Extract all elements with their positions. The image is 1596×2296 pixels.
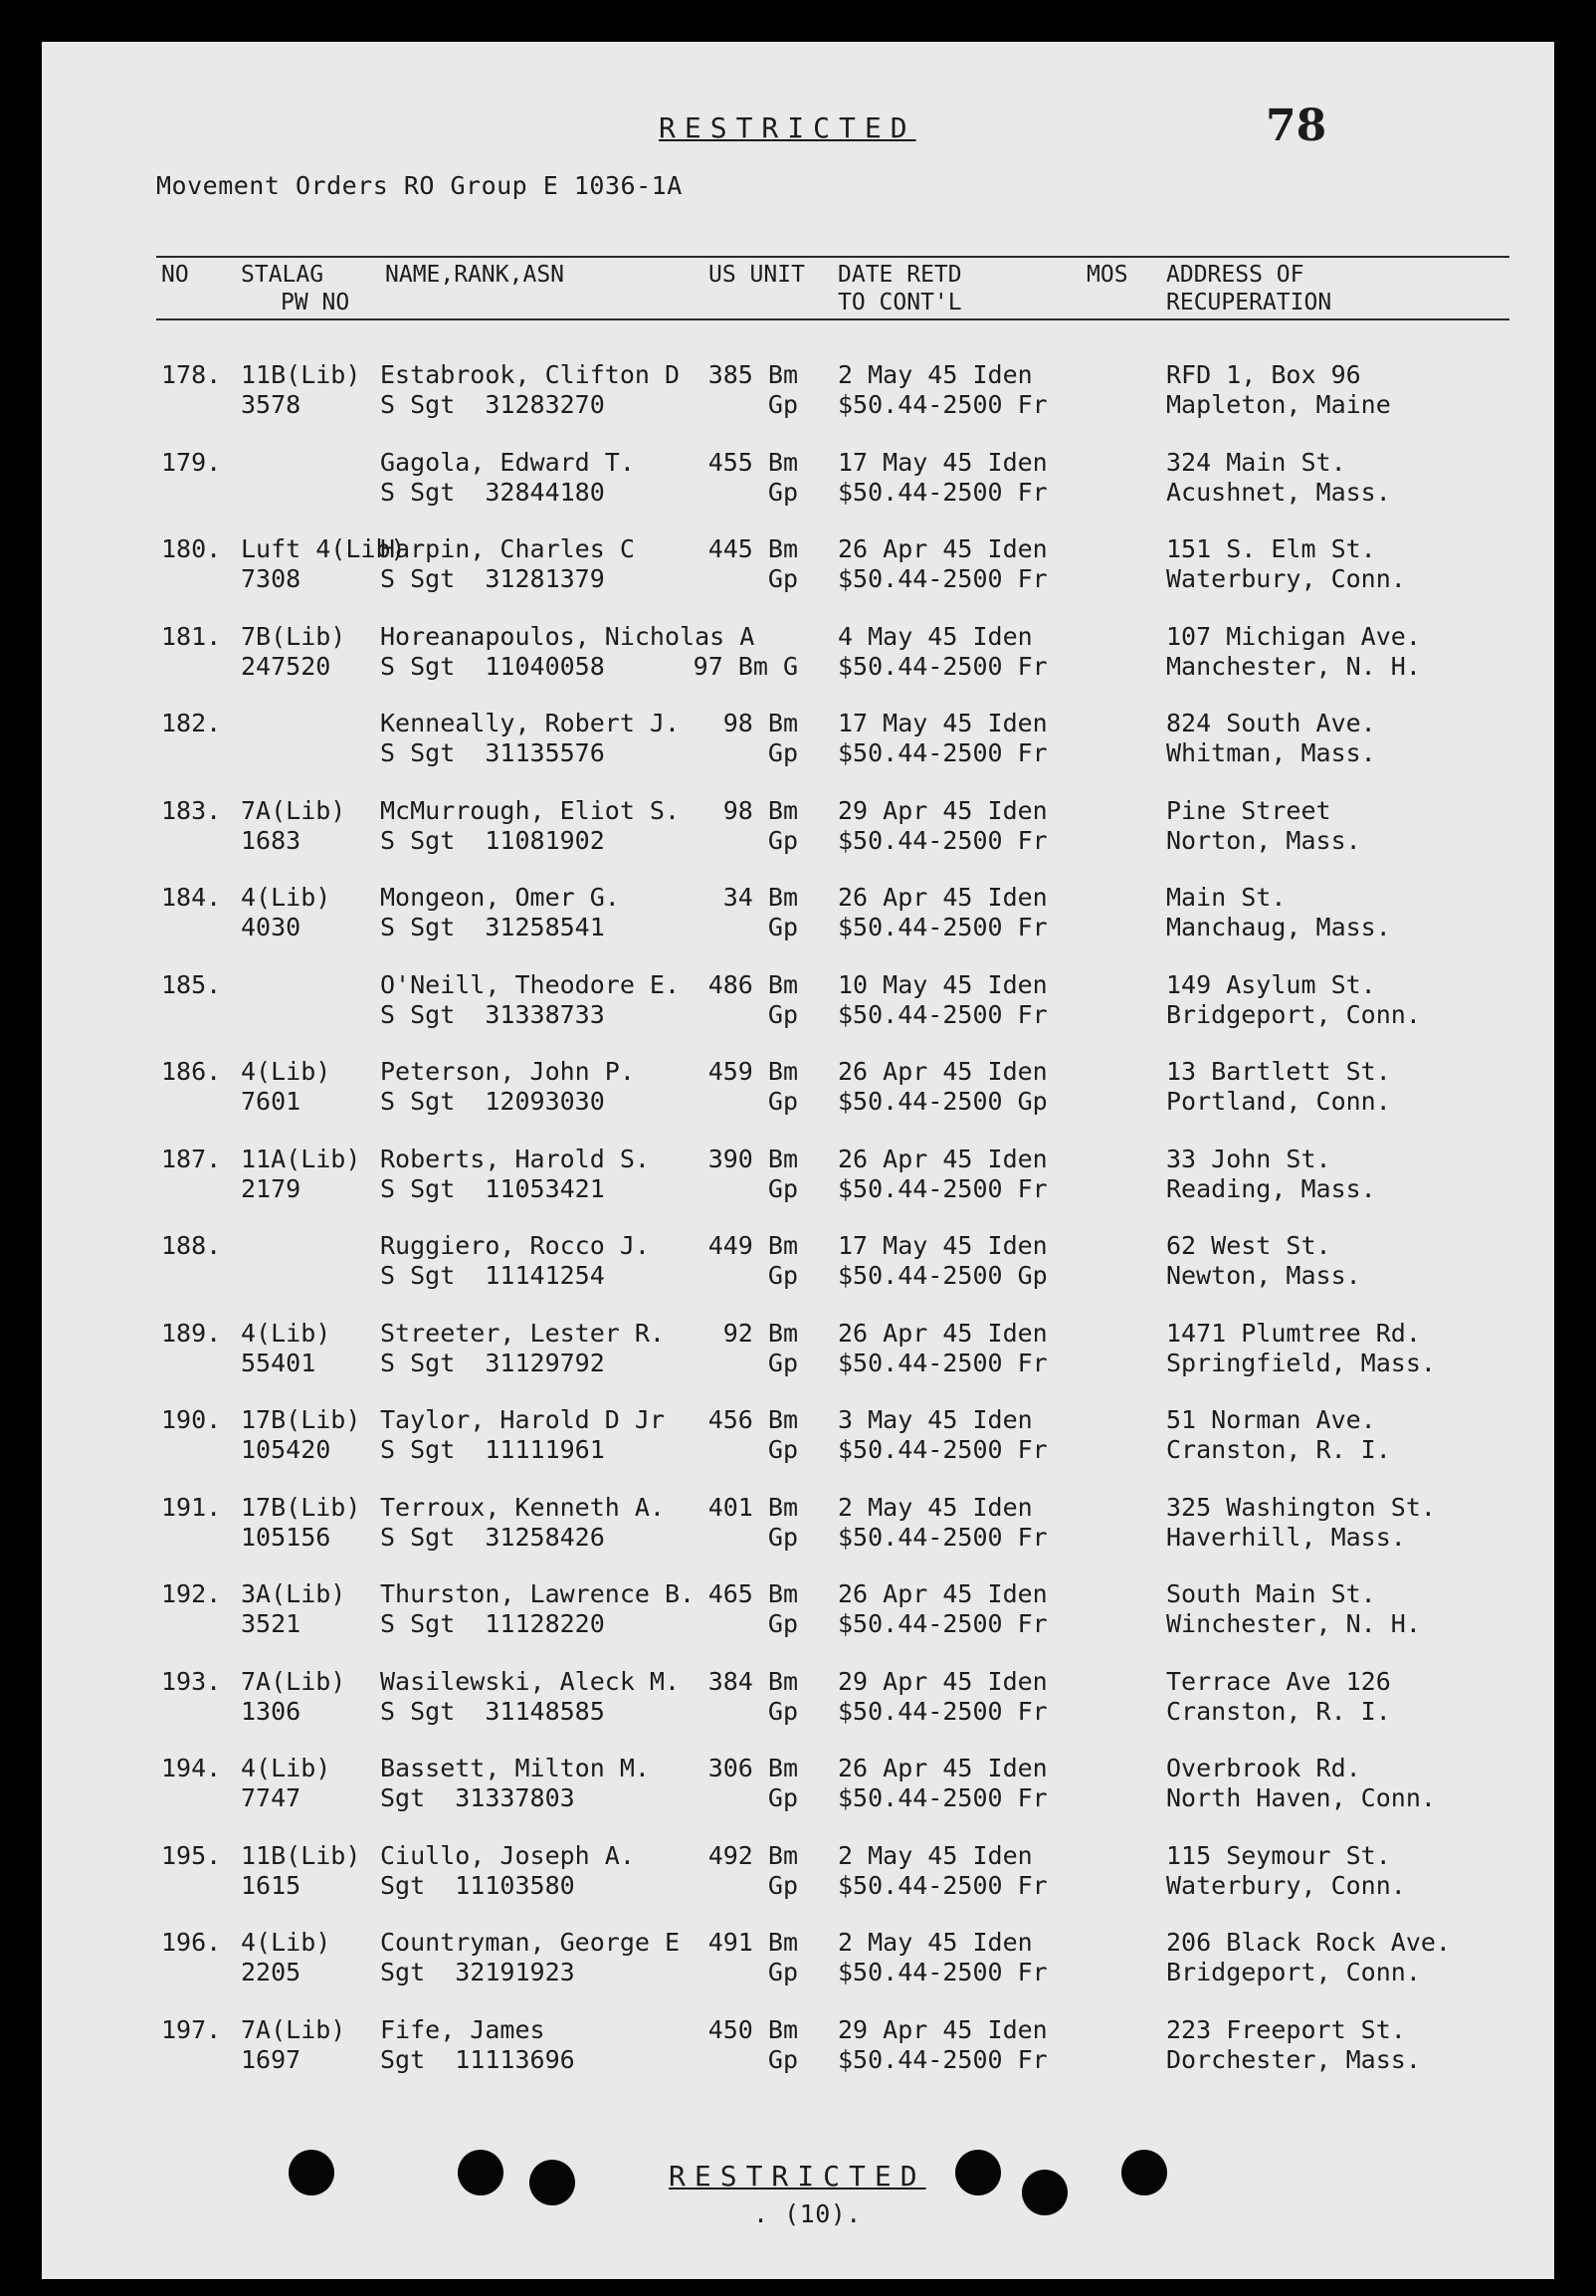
name: McMurrough, Eliot S.	[380, 795, 681, 825]
address-line1: 107 Michigan Ave.	[1166, 621, 1421, 651]
address-line1: 149 Asylum St.	[1166, 969, 1376, 999]
pw-number: 7308	[241, 564, 301, 593]
rank-asn: Sgt 31337803	[380, 1783, 575, 1812]
name: O'Neill, Theodore E.	[380, 969, 681, 999]
unit: 98 Bm	[722, 795, 798, 825]
address-line1: RFD 1, Box 96	[1166, 360, 1361, 389]
unit-line2: Gp	[767, 738, 798, 767]
row-number: 195.	[161, 1840, 222, 1870]
address-line1: 1471 Plumtree Rd.	[1166, 1318, 1421, 1348]
pw-number: 1306	[241, 1696, 301, 1726]
table-row	[42, 534, 1554, 594]
payment: $50.44-2500 Fr	[838, 825, 1048, 855]
unit-line2: Gp	[767, 2044, 798, 2074]
unit-line2: Gp	[767, 1261, 798, 1290]
row-number: 183.	[161, 795, 222, 825]
table-row	[42, 1841, 1554, 1901]
address-line1: 824 South Ave.	[1166, 709, 1376, 737]
payment: $50.44-2500 Fr	[838, 1173, 1048, 1203]
pw-number: 2205	[241, 1958, 301, 1986]
row-number: 193.	[161, 1666, 222, 1696]
address-line1: 62 West St.	[1166, 1231, 1331, 1260]
row-number: 186.	[161, 1057, 222, 1086]
unit-line2: Gp	[767, 1783, 798, 1812]
unit: 491 Bm	[707, 1928, 798, 1957]
address-line2: Norton, Mass.	[1166, 825, 1361, 855]
col-stalag: STALAG	[241, 262, 324, 288]
address-line1: Main St.	[1166, 883, 1287, 912]
name: Countryman, George E	[380, 1928, 681, 1957]
address-line1: Terrace Ave 126	[1166, 1666, 1391, 1696]
rank-asn: S Sgt 11081902	[380, 825, 605, 855]
row-number: 190.	[161, 1405, 222, 1434]
unit-line2: Gp	[767, 1522, 798, 1552]
row-number: 197.	[161, 2014, 222, 2044]
table-row	[42, 1057, 1554, 1117]
payment: $50.44-2500 Fr	[838, 477, 1048, 507]
row-number: 194.	[161, 1754, 222, 1782]
stalag: 7A(Lib)	[241, 2014, 346, 2044]
date-returned: 26 Apr 45 Iden	[838, 1318, 1048, 1348]
col-no: NO	[161, 262, 189, 288]
rank-asn: S Sgt 31338733	[380, 999, 605, 1029]
row-number: 192.	[161, 1579, 222, 1608]
date-returned: 29 Apr 45 Iden	[838, 1666, 1048, 1696]
row-number: 181.	[161, 621, 222, 651]
name: Harpin, Charles C	[380, 534, 635, 563]
unit: 486 Bm	[707, 969, 798, 999]
row-number: 189.	[161, 1318, 222, 1348]
rank-asn: S Sgt 12093030	[380, 1087, 605, 1116]
col-recuperation: RECUPERATION	[1166, 290, 1332, 315]
movement-orders-title: Movement Orders RO Group E 1036-1A	[156, 171, 683, 200]
rank-asn: S Sgt 11128220	[380, 1609, 605, 1638]
table-row	[42, 360, 1554, 420]
address-line2: Winchester, N. H.	[1166, 1609, 1421, 1638]
table-row	[42, 1493, 1554, 1553]
address-line2: Manchester, N. H.	[1166, 651, 1421, 681]
address-line2: Newton, Mass.	[1166, 1261, 1361, 1290]
punch-hole	[1022, 2170, 1068, 2215]
rank-asn: S Sgt 31281379	[380, 564, 605, 593]
punch-hole	[458, 2150, 503, 2195]
rank-asn: Sgt 11103580	[380, 1870, 575, 1900]
unit-line2: Gp	[767, 564, 798, 593]
address-line1: 13 Bartlett St.	[1166, 1057, 1391, 1086]
table-row	[42, 796, 1554, 856]
date-returned: 4 May 45 Iden	[838, 621, 1033, 651]
unit: 401 Bm	[707, 1492, 798, 1522]
address-line2: Mapleton, Maine	[1166, 390, 1391, 419]
row-number: 188.	[161, 1231, 222, 1260]
payment: $50.44-2500 Fr	[838, 1522, 1048, 1552]
address-line2: Waterbury, Conn.	[1166, 564, 1406, 593]
date-returned: 26 Apr 45 Iden	[838, 1579, 1048, 1608]
punch-hole	[529, 2160, 575, 2205]
table-row	[42, 1319, 1554, 1378]
table-row	[42, 448, 1554, 508]
date-returned: 29 Apr 45 Iden	[838, 2014, 1048, 2044]
pw-number: 1615	[241, 1870, 301, 1900]
table-top-rule	[156, 256, 1509, 258]
stalag: 11A(Lib)	[241, 1144, 361, 1173]
row-number: 178.	[161, 360, 222, 389]
rank-asn: S Sgt 32844180	[380, 477, 605, 507]
rank-asn: S Sgt 31283270	[380, 390, 605, 419]
rank-asn: S Sgt 31258541	[380, 913, 605, 941]
payment: $50.44-2500 Fr	[838, 1348, 1048, 1377]
payment: $50.44-2500 Fr	[838, 390, 1048, 419]
date-returned: 29 Apr 45 Iden	[838, 795, 1048, 825]
unit-line2: Gp	[767, 1435, 798, 1464]
pw-number: 2179	[241, 1173, 301, 1203]
name: Horeanapoulos, Nicholas A	[380, 621, 755, 651]
table-row	[42, 709, 1554, 768]
unit-line2: Gp	[767, 1696, 798, 1726]
unit-line2: 97 Bm G	[693, 651, 798, 681]
payment: $50.44-2500 Fr	[838, 1696, 1048, 1726]
row-number: 182.	[161, 709, 222, 737]
address-line2: Reading, Mass.	[1166, 1173, 1376, 1203]
payment: $50.44-2500 Fr	[838, 738, 1048, 767]
unit: 449 Bm	[707, 1231, 798, 1260]
pw-number: 1683	[241, 825, 301, 855]
address-line2: Cranston, R. I.	[1166, 1696, 1391, 1726]
date-returned: 3 May 45 Iden	[838, 1405, 1033, 1434]
name: Wasilewski, Aleck M.	[380, 1666, 681, 1696]
unit: 456 Bm	[707, 1405, 798, 1434]
unit: 384 Bm	[707, 1666, 798, 1696]
col-mos: MOS	[1087, 262, 1128, 288]
payment: $50.44-2500 Fr	[838, 999, 1048, 1029]
payment: $50.44-2500 Fr	[838, 1783, 1048, 1812]
restricted-header: RESTRICTED	[659, 111, 916, 144]
unit-line2: Gp	[767, 1958, 798, 1986]
date-returned: 17 May 45 Iden	[838, 709, 1048, 737]
pw-number: 105156	[241, 1522, 331, 1552]
unit-line2: Gp	[767, 1087, 798, 1116]
document-page	[42, 42, 1554, 2279]
unit-line2: Gp	[767, 477, 798, 507]
unit: 465 Bm	[707, 1579, 798, 1608]
row-number: 185.	[161, 969, 222, 999]
stalag: 4(Lib)	[241, 1928, 331, 1957]
restricted-footer: RESTRICTED	[669, 2160, 926, 2192]
rank-asn: Sgt 11113696	[380, 2044, 575, 2074]
unit-line2: Gp	[767, 999, 798, 1029]
rank-asn: S Sgt 31258426	[380, 1522, 605, 1552]
pw-number: 3521	[241, 1609, 301, 1638]
address-line1: Pine Street	[1166, 795, 1331, 825]
payment: $50.44-2500 Fr	[838, 913, 1048, 941]
payment: $50.44-2500 Gp	[838, 1261, 1048, 1290]
unit-line2: Gp	[767, 1609, 798, 1638]
stalag: 7B(Lib)	[241, 621, 346, 651]
pw-number: 7601	[241, 1087, 301, 1116]
pw-number: 1697	[241, 2044, 301, 2074]
pw-number: 247520	[241, 651, 331, 681]
address-line1: 33 John St.	[1166, 1144, 1331, 1173]
stalag: 7A(Lib)	[241, 1666, 346, 1696]
row-number: 179.	[161, 447, 222, 477]
unit: 306 Bm	[707, 1754, 798, 1782]
rank-asn: S Sgt 31148585	[380, 1696, 605, 1726]
address-line1: 324 Main St.	[1166, 447, 1346, 477]
stalag: 11B(Lib)	[241, 1840, 361, 1870]
footer-page-number: . (10).	[753, 2199, 862, 2228]
address-line2: North Haven, Conn.	[1166, 1783, 1436, 1812]
name: Terroux, Kenneth A.	[380, 1492, 665, 1522]
col-date: DATE RETD	[838, 262, 962, 288]
table-row	[42, 1405, 1554, 1465]
name: Mongeon, Omer G.	[380, 883, 620, 912]
name: Estabrook, Clifton D	[380, 360, 681, 389]
row-number: 187.	[161, 1144, 222, 1173]
date-returned: 2 May 45 Iden	[838, 1492, 1033, 1522]
name: Fife, James	[380, 2014, 545, 2044]
rank-asn: S Sgt 11141254	[380, 1261, 605, 1290]
address-line2: Springfield, Mass.	[1166, 1348, 1436, 1377]
stalag: 4(Lib)	[241, 1057, 331, 1086]
date-returned: 26 Apr 45 Iden	[838, 1144, 1048, 1173]
punch-hole	[289, 2150, 334, 2195]
stalag: Luft 4(Lib)	[241, 534, 406, 563]
address-line2: Bridgeport, Conn.	[1166, 999, 1421, 1029]
name: Peterson, John P.	[380, 1057, 635, 1086]
stalag: 4(Lib)	[241, 883, 331, 912]
stalag: 17B(Lib)	[241, 1405, 361, 1434]
date-returned: 26 Apr 45 Iden	[838, 1754, 1048, 1782]
table-row	[42, 1754, 1554, 1813]
unit-line2: Gp	[767, 913, 798, 941]
date-returned: 26 Apr 45 Iden	[838, 883, 1048, 912]
unit-line2: Gp	[767, 1348, 798, 1377]
date-returned: 26 Apr 45 Iden	[838, 1057, 1048, 1086]
stalag: 4(Lib)	[241, 1754, 331, 1782]
address-line1: 206 Black Rock Ave.	[1166, 1928, 1451, 1957]
col-address: ADDRESS OF	[1166, 262, 1304, 288]
payment: $50.44-2500 Fr	[838, 2044, 1048, 2074]
stalag: 3A(Lib)	[241, 1579, 346, 1608]
row-number: 184.	[161, 883, 222, 912]
unit: 492 Bm	[707, 1840, 798, 1870]
payment: $50.44-2500 Fr	[838, 1958, 1048, 1986]
unit-line2: Gp	[767, 825, 798, 855]
table-row	[42, 970, 1554, 1030]
unit: 34 Bm	[722, 883, 798, 912]
rank-asn: S Sgt 11040058	[380, 651, 605, 681]
unit: 98 Bm	[722, 709, 798, 737]
unit-line2: Gp	[767, 1173, 798, 1203]
address-line1: Overbrook Rd.	[1166, 1754, 1361, 1782]
stalag: 7A(Lib)	[241, 795, 346, 825]
row-number: 180.	[161, 534, 222, 563]
table-row	[42, 1579, 1554, 1639]
col-name: NAME,RANK,ASN	[385, 262, 565, 288]
address-line2: Dorchester, Mass.	[1166, 2044, 1421, 2074]
rank-asn: S Sgt 11111961	[380, 1435, 605, 1464]
col-pw-no: PW NO	[281, 290, 350, 315]
address-line1: 115 Seymour St.	[1166, 1840, 1391, 1870]
punch-hole	[1121, 2150, 1167, 2195]
unit: 450 Bm	[707, 2014, 798, 2044]
date-returned: 2 May 45 Iden	[838, 1840, 1033, 1870]
table-row	[42, 883, 1554, 942]
address-line1: 151 S. Elm St.	[1166, 534, 1376, 563]
table-header-rule	[156, 318, 1509, 320]
table-row	[42, 2015, 1554, 2075]
name: Roberts, Harold S.	[380, 1144, 650, 1173]
rank-asn: S Sgt 11053421	[380, 1173, 605, 1203]
rank-asn: S Sgt 31135576	[380, 738, 605, 767]
date-returned: 2 May 45 Iden	[838, 360, 1033, 389]
date-returned: 2 May 45 Iden	[838, 1928, 1033, 1957]
table-row	[42, 1928, 1554, 1987]
name: Streeter, Lester R.	[380, 1318, 665, 1348]
pw-number: 105420	[241, 1435, 331, 1464]
payment: $50.44-2500 Fr	[838, 564, 1048, 593]
stalag: 4(Lib)	[241, 1318, 331, 1348]
pw-number: 55401	[241, 1348, 316, 1377]
address-line2: Waterbury, Conn.	[1166, 1870, 1406, 1900]
pw-number: 4030	[241, 913, 301, 941]
date-returned: 10 May 45 Iden	[838, 969, 1048, 999]
name: Ruggiero, Rocco J.	[380, 1231, 650, 1260]
row-number: 196.	[161, 1928, 222, 1957]
unit-line2: Gp	[767, 390, 798, 419]
table-row	[42, 1231, 1554, 1291]
page-number: 78	[1266, 101, 1327, 151]
payment: $50.44-2500 Gp	[838, 1087, 1048, 1116]
payment: $50.44-2500 Fr	[838, 1609, 1048, 1638]
date-returned: 17 May 45 Iden	[838, 1231, 1048, 1260]
name: Thurston, Lawrence B.	[380, 1579, 696, 1608]
name: Bassett, Milton M.	[380, 1754, 650, 1782]
name: Gagola, Edward T.	[380, 447, 635, 477]
rank-asn: S Sgt 31129792	[380, 1348, 605, 1377]
unit: 459 Bm	[707, 1057, 798, 1086]
table-row	[42, 1667, 1554, 1727]
date-returned: 17 May 45 Iden	[838, 447, 1048, 477]
unit: 92 Bm	[722, 1318, 798, 1348]
name: Kenneally, Robert J.	[380, 709, 681, 737]
date-returned: 26 Apr 45 Iden	[838, 534, 1048, 563]
address-line1: 51 Norman Ave.	[1166, 1405, 1376, 1434]
unit: 385 Bm	[707, 360, 798, 389]
stalag: 17B(Lib)	[241, 1492, 361, 1522]
address-line2: Acushnet, Mass.	[1166, 477, 1391, 507]
row-number: 191.	[161, 1492, 222, 1522]
name: Ciullo, Joseph A.	[380, 1840, 635, 1870]
address-line2: Manchaug, Mass.	[1166, 913, 1391, 941]
rank-asn: Sgt 32191923	[380, 1958, 575, 1986]
pw-number: 3578	[241, 390, 301, 419]
address-line2: Portland, Conn.	[1166, 1087, 1391, 1116]
address-line2: Haverhill, Mass.	[1166, 1522, 1406, 1552]
address-line1: South Main St.	[1166, 1579, 1376, 1608]
col-to-contl: TO CONT'L	[838, 290, 962, 315]
stalag: 11B(Lib)	[241, 360, 361, 389]
unit: 390 Bm	[707, 1144, 798, 1173]
payment: $50.44-2500 Fr	[838, 1870, 1048, 1900]
unit-line2: Gp	[767, 1870, 798, 1900]
unit: 455 Bm	[707, 447, 798, 477]
name: Taylor, Harold D Jr	[380, 1405, 665, 1434]
address-line2: Bridgeport, Conn.	[1166, 1958, 1421, 1986]
punch-hole	[955, 2150, 1001, 2195]
address-line1: 223 Freeport St.	[1166, 2014, 1406, 2044]
pw-number: 7747	[241, 1783, 301, 1812]
col-unit: US UNIT	[708, 262, 805, 288]
unit: 445 Bm	[707, 534, 798, 563]
table-row	[42, 1145, 1554, 1204]
payment: $50.44-2500 Fr	[838, 651, 1048, 681]
address-line2: Whitman, Mass.	[1166, 738, 1376, 767]
address-line2: Cranston, R. I.	[1166, 1435, 1391, 1464]
table-row	[42, 622, 1554, 682]
payment: $50.44-2500 Fr	[838, 1435, 1048, 1464]
address-line1: 325 Washington St.	[1166, 1492, 1436, 1522]
